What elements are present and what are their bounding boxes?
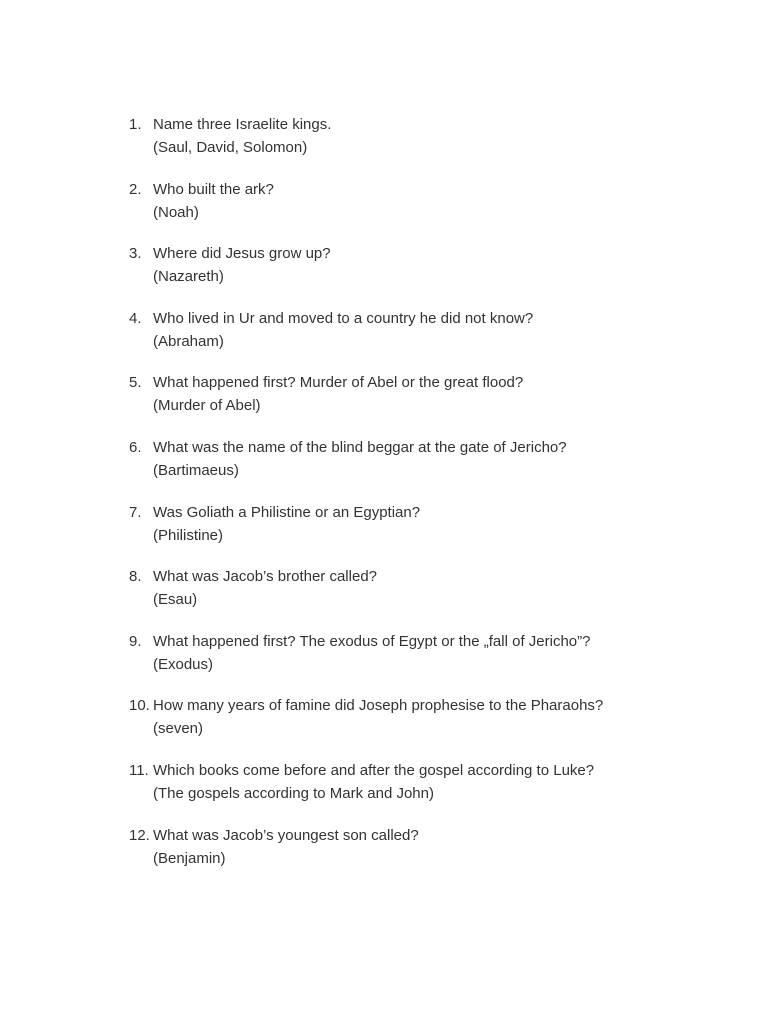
item-number: 11.: [129, 761, 149, 779]
item-number: 10.: [129, 697, 150, 715]
question-text: Where did Jesus grow up?: [153, 245, 331, 263]
list-item: [129, 759, 729, 824]
list-item: [129, 113, 729, 178]
list-item: [129, 694, 729, 759]
item-body: [153, 501, 420, 547]
question-text: Was Goliath a Philistine or an Egyptian?: [153, 503, 421, 521]
list-item: [129, 436, 729, 501]
question-text: How many years of famine did Joseph prophesise to the Pharaohs?: [153, 697, 604, 715]
list-item: [129, 565, 729, 630]
item-body: [153, 565, 377, 611]
item-body: [153, 824, 419, 870]
question-text: Who built the ark?: [153, 180, 274, 198]
question-text: What was Jacob’s youngest son called?: [153, 826, 419, 844]
answer-text: (Saul, David, Solomon): [153, 139, 308, 156]
answer-text: (The gospels according to Mark and John): [153, 784, 434, 802]
question-text: Who lived in Ur and moved to a country he did not know?: [153, 309, 534, 327]
answer-text: (Benjamin): [153, 849, 226, 867]
item-body: [153, 630, 590, 676]
list-item: [129, 630, 729, 695]
answer-text: (Murder of Abel): [153, 397, 261, 415]
answer-text: (Abraham): [153, 332, 224, 350]
item-body: [153, 178, 274, 224]
list-item: [129, 307, 729, 372]
item-number: 3.: [129, 245, 142, 263]
list-item: [129, 824, 729, 889]
item-number: 4.: [129, 309, 142, 327]
answer-text: (Nazareth): [153, 268, 224, 286]
list-item: [129, 371, 729, 436]
answer-text: (Philistine): [153, 526, 224, 544]
question-text: Name three Israelite kings.: [153, 116, 332, 133]
question-text: What happened first? The exodus of Egypt or the „fall of Jericho”?: [153, 632, 591, 650]
item-body: [153, 113, 331, 159]
item-body: [153, 759, 594, 805]
question-text: What happened first? Murder of Abel or the great flood?: [153, 374, 524, 392]
item-body: [153, 371, 523, 417]
quiz-list: [129, 113, 729, 888]
item-body: [153, 307, 533, 353]
list-item: [129, 178, 729, 243]
item-number: 8.: [129, 568, 142, 586]
item-number: 9.: [129, 632, 142, 650]
item-body: [153, 436, 567, 482]
list-item: [129, 501, 729, 566]
question-text: What was the name of the blind beggar at the gate of Jericho?: [153, 438, 567, 456]
item-number: 12.: [129, 826, 150, 844]
answer-text: (Exodus): [153, 655, 214, 673]
item-body: [153, 242, 331, 288]
question-text: What was Jacob’s brother called?: [153, 568, 378, 586]
item-number: 7.: [129, 503, 142, 521]
answer-text: (seven): [153, 720, 204, 738]
list-item: [129, 242, 729, 307]
item-body: [153, 694, 603, 740]
item-number: 5.: [129, 374, 142, 392]
question-text: Which books come before and after the gospel according to Luke?: [153, 761, 595, 779]
item-number: 6.: [129, 438, 142, 456]
answer-text: (Esau): [153, 591, 198, 609]
item-number: 2.: [129, 180, 142, 198]
answer-text: (Bartimaeus): [153, 461, 239, 479]
answer-text: (Noah): [153, 203, 199, 221]
item-number: 1.: [129, 116, 142, 133]
